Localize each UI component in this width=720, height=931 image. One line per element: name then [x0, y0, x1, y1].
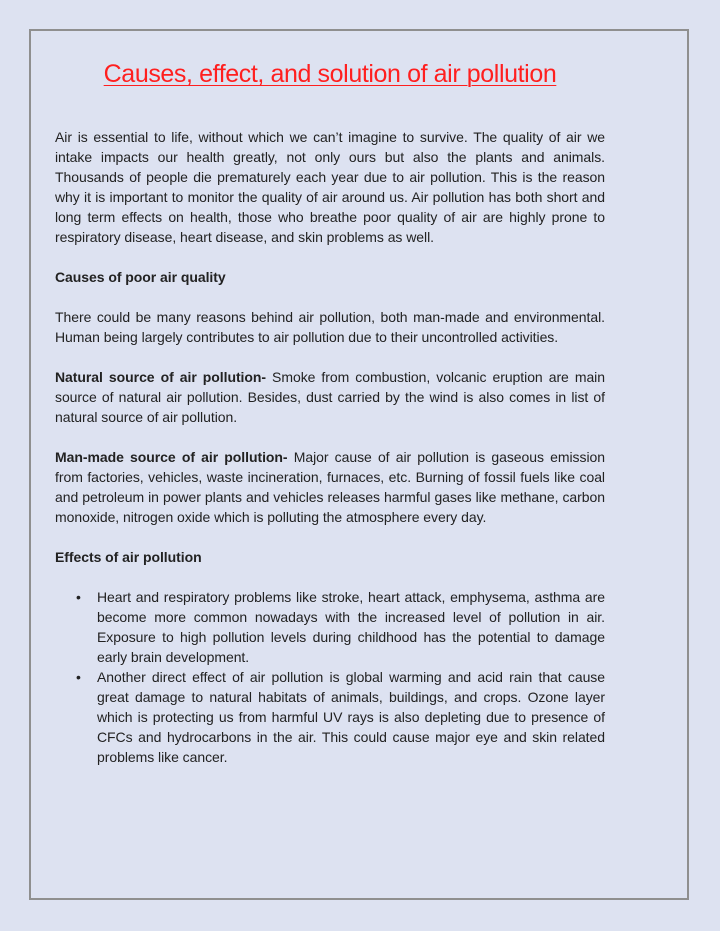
effect-text: Heart and respiratory problems like stroke, heart attack, emphysema, asthma are become more common nowadays with the increased level of pollution in air. Exposure to high pollution levels during childhood has the potential to damage early brain development. — [97, 589, 605, 665]
document-page — [55, 58, 605, 767]
causes-intro-paragraph: There could be many reasons behind air pollution, both man-made and environmental. Human being largely contributes to air pollution due to their uncontrolled activities. — [55, 309, 605, 345]
effects-heading: Effects of air pollution — [55, 549, 202, 565]
effect-text: Another direct effect of air pollution is global warming and acid rain that cause great damage to natural habitats of animals, buildings, and crops. Ozone layer which is protecting us from harmful UV rays is also depleting due to presence of CFCs and hydrocarbons in the air. This could cause major eye and skin related problems like cancer. — [97, 669, 605, 765]
page-title: Causes, effect, and solution of air pollution — [103, 60, 557, 88]
manmade-source-paragraph — [55, 447, 605, 527]
effects-list-item — [55, 667, 605, 767]
natural-source-text: Smoke from combustion, volcanic eruption are main source of natural air pollution. Besides, dust carried by the wind is also comes in list of natural source of air pollution. — [55, 369, 605, 425]
effects-list — [55, 587, 605, 767]
effects-list-item — [55, 587, 605, 667]
natural-source-paragraph — [55, 367, 605, 427]
bullet-icon: • — [76, 589, 81, 605]
manmade-source-text: Major cause of air pollution is gaseous emission from factories, vehicles, waste incineration, furnaces, etc. Burning of fossil fuels like coal and petroleum in power plants and vehicles releases harmful gases like methane, carbon monoxide, nitrogen oxide which is polluting the atmosphere every day. — [55, 449, 605, 525]
intro-paragraph: Air is essential to life, without which we can’t imagine to survive. The quality of air we intake impacts our health greatly, not only ours but also the plants and animals. Thousands of people die prematurely each year due to air pollution. This is the reason why it is important to monitor the quality of air around us. Air pollution has both short and long term effects on health, those who breathe poor quality of air are highly prone to respiratory disease, heart disease, and skin problems as well. — [55, 129, 605, 245]
manmade-source-label: Man-made source of air pollution- — [55, 449, 288, 465]
causes-heading: Causes of poor air quality — [55, 269, 226, 285]
natural-source-label: Natural source of air pollution- — [55, 369, 267, 385]
bullet-icon: • — [76, 669, 81, 685]
